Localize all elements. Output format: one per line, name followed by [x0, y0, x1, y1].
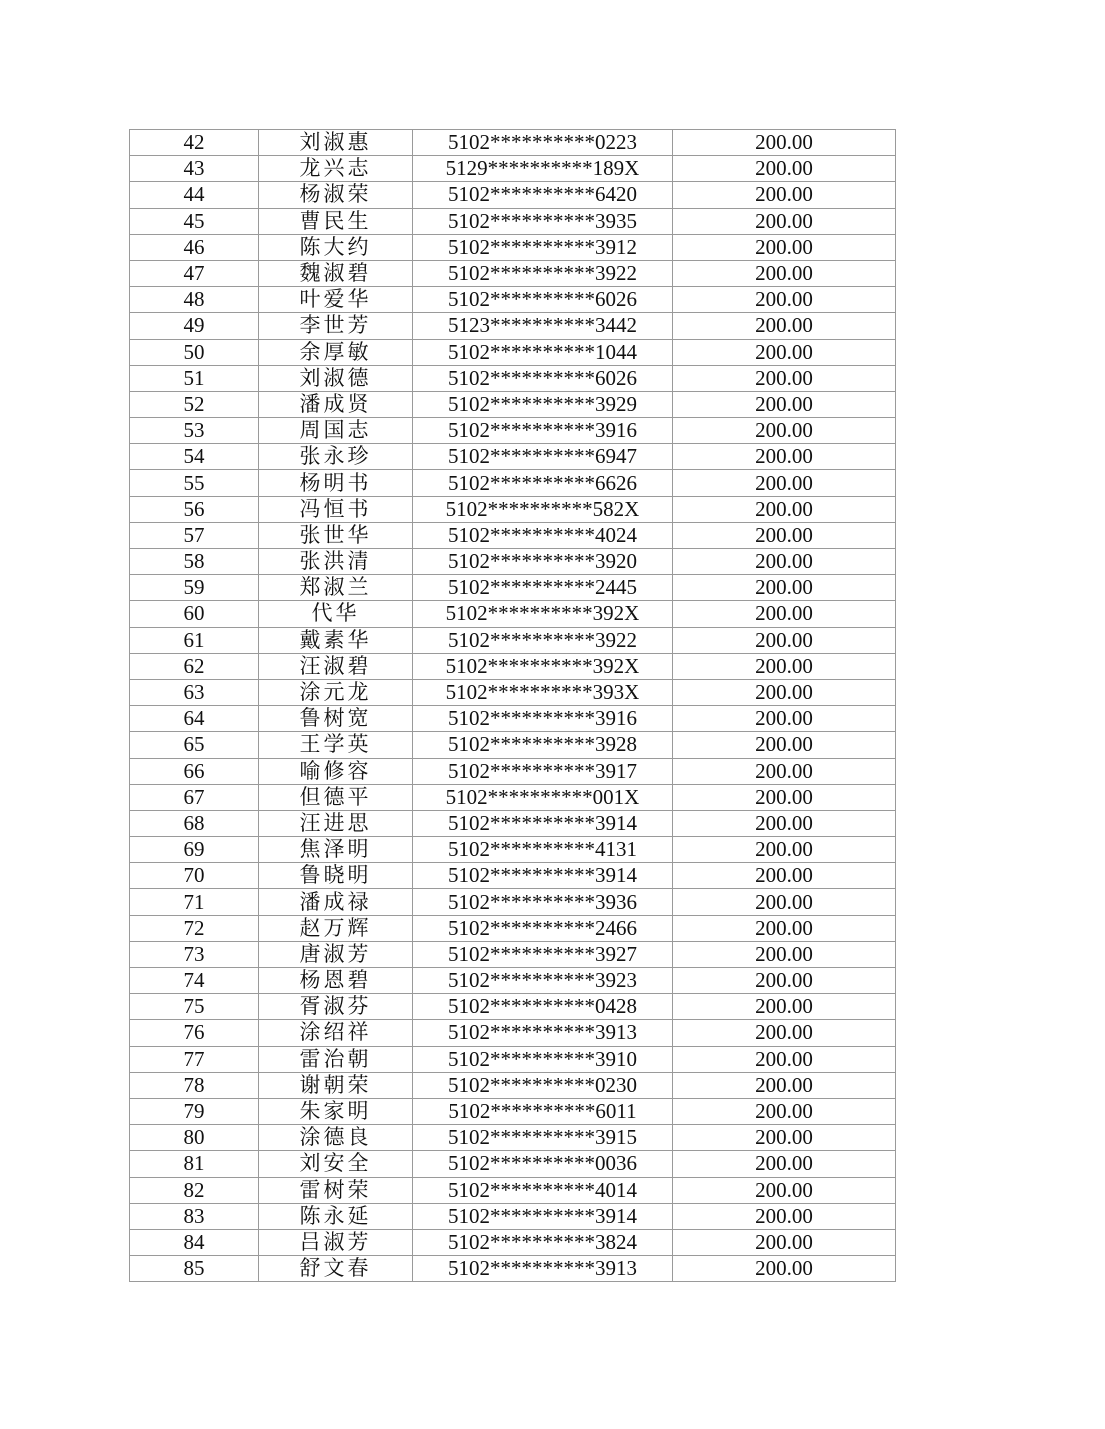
id-number-cell: 5102**********0036: [413, 1151, 673, 1177]
table-row: [130, 994, 896, 1020]
name-cell: 汪淑碧: [259, 653, 413, 679]
amount-cell: 200.00: [673, 365, 896, 391]
row-number-cell: 71: [130, 889, 259, 915]
amount-cell: 200.00: [673, 653, 896, 679]
table-row: [130, 837, 896, 863]
id-number-cell: 5102**********2466: [413, 915, 673, 941]
name-cell: 戴素华: [259, 627, 413, 653]
name-cell: 但德平: [259, 784, 413, 810]
name-cell: 唐淑芳: [259, 941, 413, 967]
table-row: [130, 549, 896, 575]
row-number-cell: 64: [130, 706, 259, 732]
amount-cell: 200.00: [673, 863, 896, 889]
name-cell: 刘淑惠: [259, 130, 413, 156]
row-number-cell: 65: [130, 732, 259, 758]
id-number-cell: 5102**********3923: [413, 968, 673, 994]
id-number-cell: 5102**********3913: [413, 1256, 673, 1282]
row-number-cell: 51: [130, 365, 259, 391]
amount-cell: 200.00: [673, 1177, 896, 1203]
table-row: [130, 732, 896, 758]
amount-cell: 200.00: [673, 418, 896, 444]
amount-cell: 200.00: [673, 679, 896, 705]
amount-cell: 200.00: [673, 784, 896, 810]
row-number-cell: 59: [130, 575, 259, 601]
table-row: [130, 889, 896, 915]
roster-table-body: [130, 130, 896, 1282]
name-cell: 胥淑芬: [259, 994, 413, 1020]
table-row: [130, 313, 896, 339]
id-number-cell: 5102**********3922: [413, 260, 673, 286]
name-cell: 代华: [259, 601, 413, 627]
amount-cell: 200.00: [673, 470, 896, 496]
amount-cell: 200.00: [673, 208, 896, 234]
table-row: [130, 1177, 896, 1203]
name-cell: 涂绍祥: [259, 1020, 413, 1046]
table-row: [130, 653, 896, 679]
table-row: [130, 156, 896, 182]
row-number-cell: 54: [130, 444, 259, 470]
row-number-cell: 75: [130, 994, 259, 1020]
amount-cell: 200.00: [673, 234, 896, 260]
id-number-cell: 5102**********3913: [413, 1020, 673, 1046]
row-number-cell: 70: [130, 863, 259, 889]
id-number-cell: 5102**********3928: [413, 732, 673, 758]
id-number-cell: 5102**********6420: [413, 182, 673, 208]
name-cell: 雷治朝: [259, 1046, 413, 1072]
name-cell: 杨明书: [259, 470, 413, 496]
amount-cell: 200.00: [673, 1020, 896, 1046]
row-number-cell: 66: [130, 758, 259, 784]
amount-cell: 200.00: [673, 732, 896, 758]
amount-cell: 200.00: [673, 1151, 896, 1177]
amount-cell: 200.00: [673, 915, 896, 941]
amount-cell: 200.00: [673, 1125, 896, 1151]
table-row: [130, 1151, 896, 1177]
table-row: [130, 130, 896, 156]
row-number-cell: 82: [130, 1177, 259, 1203]
row-number-cell: 43: [130, 156, 259, 182]
name-cell: 余厚敏: [259, 339, 413, 365]
table-row: [130, 1020, 896, 1046]
amount-cell: 200.00: [673, 313, 896, 339]
amount-cell: 200.00: [673, 889, 896, 915]
id-number-cell: 5123**********3442: [413, 313, 673, 339]
name-cell: 刘安全: [259, 1151, 413, 1177]
id-number-cell: 5102**********582X: [413, 496, 673, 522]
id-number-cell: 5102**********3824: [413, 1229, 673, 1255]
table-row: [130, 234, 896, 260]
amount-cell: 200.00: [673, 1256, 896, 1282]
name-cell: 雷树荣: [259, 1177, 413, 1203]
row-number-cell: 52: [130, 391, 259, 417]
amount-cell: 200.00: [673, 941, 896, 967]
row-number-cell: 68: [130, 810, 259, 836]
amount-cell: 200.00: [673, 260, 896, 286]
id-number-cell: 5102**********3936: [413, 889, 673, 915]
table-row: [130, 522, 896, 548]
id-number-cell: 5102**********3912: [413, 234, 673, 260]
table-row: [130, 339, 896, 365]
amount-cell: 200.00: [673, 522, 896, 548]
id-number-cell: 5102**********3920: [413, 549, 673, 575]
name-cell: 潘成贤: [259, 391, 413, 417]
id-number-cell: 5102**********393X: [413, 679, 673, 705]
amount-cell: 200.00: [673, 287, 896, 313]
row-number-cell: 47: [130, 260, 259, 286]
row-number-cell: 46: [130, 234, 259, 260]
id-number-cell: 5102**********3917: [413, 758, 673, 784]
name-cell: 周国志: [259, 418, 413, 444]
row-number-cell: 42: [130, 130, 259, 156]
name-cell: 张永珍: [259, 444, 413, 470]
id-number-cell: 5102**********3922: [413, 627, 673, 653]
table-row: [130, 444, 896, 470]
id-number-cell: 5102**********3914: [413, 863, 673, 889]
id-number-cell: 5102**********3914: [413, 1203, 673, 1229]
row-number-cell: 85: [130, 1256, 259, 1282]
amount-cell: 200.00: [673, 496, 896, 522]
name-cell: 朱家明: [259, 1098, 413, 1124]
table-row: [130, 968, 896, 994]
amount-cell: 200.00: [673, 706, 896, 732]
amount-cell: 200.00: [673, 994, 896, 1020]
table-row: [130, 1046, 896, 1072]
row-number-cell: 76: [130, 1020, 259, 1046]
amount-cell: 200.00: [673, 1046, 896, 1072]
id-number-cell: 5102**********1044: [413, 339, 673, 365]
row-number-cell: 84: [130, 1229, 259, 1255]
table-row: [130, 863, 896, 889]
id-number-cell: 5102**********392X: [413, 601, 673, 627]
row-number-cell: 57: [130, 522, 259, 548]
amount-cell: 200.00: [673, 182, 896, 208]
name-cell: 谢朝荣: [259, 1072, 413, 1098]
name-cell: 叶爱华: [259, 287, 413, 313]
table-row: [130, 1256, 896, 1282]
name-cell: 魏淑碧: [259, 260, 413, 286]
table-row: [130, 1072, 896, 1098]
name-cell: 舒文春: [259, 1256, 413, 1282]
row-number-cell: 50: [130, 339, 259, 365]
row-number-cell: 77: [130, 1046, 259, 1072]
id-number-cell: 5102**********3916: [413, 418, 673, 444]
amount-cell: 200.00: [673, 1203, 896, 1229]
name-cell: 龙兴志: [259, 156, 413, 182]
amount-cell: 200.00: [673, 810, 896, 836]
amount-cell: 200.00: [673, 968, 896, 994]
id-number-cell: 5102**********3935: [413, 208, 673, 234]
name-cell: 潘成禄: [259, 889, 413, 915]
table-row: [130, 182, 896, 208]
row-number-cell: 81: [130, 1151, 259, 1177]
table-row: [130, 758, 896, 784]
id-number-cell: 5102**********6947: [413, 444, 673, 470]
table-row: [130, 915, 896, 941]
table-row: [130, 208, 896, 234]
id-number-cell: 5102**********3929: [413, 391, 673, 417]
table-row: [130, 1098, 896, 1124]
row-number-cell: 67: [130, 784, 259, 810]
row-number-cell: 56: [130, 496, 259, 522]
amount-cell: 200.00: [673, 391, 896, 417]
id-number-cell: 5102**********001X: [413, 784, 673, 810]
table-row: [130, 810, 896, 836]
table-row: [130, 470, 896, 496]
row-number-cell: 55: [130, 470, 259, 496]
table-row: [130, 1203, 896, 1229]
name-cell: 郑淑兰: [259, 575, 413, 601]
row-number-cell: 53: [130, 418, 259, 444]
row-number-cell: 72: [130, 915, 259, 941]
id-number-cell: 5102**********0230: [413, 1072, 673, 1098]
row-number-cell: 48: [130, 287, 259, 313]
row-number-cell: 74: [130, 968, 259, 994]
id-number-cell: 5102**********6026: [413, 287, 673, 313]
name-cell: 赵万辉: [259, 915, 413, 941]
row-number-cell: 62: [130, 653, 259, 679]
table-row: [130, 941, 896, 967]
table-row: [130, 260, 896, 286]
id-number-cell: 5129**********189X: [413, 156, 673, 182]
row-number-cell: 79: [130, 1098, 259, 1124]
row-number-cell: 61: [130, 627, 259, 653]
amount-cell: 200.00: [673, 575, 896, 601]
roster-table: [129, 129, 896, 1282]
id-number-cell: 5102**********6011: [413, 1098, 673, 1124]
amount-cell: 200.00: [673, 130, 896, 156]
name-cell: 涂德良: [259, 1125, 413, 1151]
name-cell: 吕淑芳: [259, 1229, 413, 1255]
name-cell: 涂元龙: [259, 679, 413, 705]
table-row: [130, 496, 896, 522]
row-number-cell: 63: [130, 679, 259, 705]
id-number-cell: 5102**********4024: [413, 522, 673, 548]
name-cell: 刘淑德: [259, 365, 413, 391]
row-number-cell: 78: [130, 1072, 259, 1098]
row-number-cell: 58: [130, 549, 259, 575]
name-cell: 李世芳: [259, 313, 413, 339]
amount-cell: 200.00: [673, 758, 896, 784]
id-number-cell: 5102**********4131: [413, 837, 673, 863]
table-row: [130, 1125, 896, 1151]
table-row: [130, 784, 896, 810]
row-number-cell: 49: [130, 313, 259, 339]
name-cell: 王学英: [259, 732, 413, 758]
table-row: [130, 365, 896, 391]
row-number-cell: 44: [130, 182, 259, 208]
table-row: [130, 679, 896, 705]
table-row: [130, 575, 896, 601]
table-row: [130, 287, 896, 313]
table-row: [130, 1229, 896, 1255]
table-row: [130, 627, 896, 653]
amount-cell: 200.00: [673, 444, 896, 470]
table-row: [130, 418, 896, 444]
amount-cell: 200.00: [673, 1229, 896, 1255]
name-cell: 杨淑荣: [259, 182, 413, 208]
row-number-cell: 73: [130, 941, 259, 967]
id-number-cell: 5102**********3915: [413, 1125, 673, 1151]
id-number-cell: 5102**********6026: [413, 365, 673, 391]
id-number-cell: 5102**********4014: [413, 1177, 673, 1203]
table-row: [130, 706, 896, 732]
name-cell: 陈大约: [259, 234, 413, 260]
amount-cell: 200.00: [673, 601, 896, 627]
row-number-cell: 45: [130, 208, 259, 234]
name-cell: 鲁晓明: [259, 863, 413, 889]
amount-cell: 200.00: [673, 837, 896, 863]
row-number-cell: 80: [130, 1125, 259, 1151]
row-number-cell: 83: [130, 1203, 259, 1229]
name-cell: 张世华: [259, 522, 413, 548]
amount-cell: 200.00: [673, 627, 896, 653]
id-number-cell: 5102**********3910: [413, 1046, 673, 1072]
id-number-cell: 5102**********2445: [413, 575, 673, 601]
name-cell: 曹民生: [259, 208, 413, 234]
id-number-cell: 5102**********6626: [413, 470, 673, 496]
amount-cell: 200.00: [673, 339, 896, 365]
id-number-cell: 5102**********3916: [413, 706, 673, 732]
id-number-cell: 5102**********3914: [413, 810, 673, 836]
name-cell: 喻修容: [259, 758, 413, 784]
amount-cell: 200.00: [673, 1072, 896, 1098]
id-number-cell: 5102**********0428: [413, 994, 673, 1020]
amount-cell: 200.00: [673, 156, 896, 182]
row-number-cell: 60: [130, 601, 259, 627]
row-number-cell: 69: [130, 837, 259, 863]
name-cell: 鲁树宽: [259, 706, 413, 732]
name-cell: 陈永延: [259, 1203, 413, 1229]
id-number-cell: 5102**********392X: [413, 653, 673, 679]
amount-cell: 200.00: [673, 1098, 896, 1124]
id-number-cell: 5102**********3927: [413, 941, 673, 967]
amount-cell: 200.00: [673, 549, 896, 575]
name-cell: 张洪清: [259, 549, 413, 575]
name-cell: 杨恩碧: [259, 968, 413, 994]
table-row: [130, 391, 896, 417]
table-row: [130, 601, 896, 627]
name-cell: 焦泽明: [259, 837, 413, 863]
name-cell: 冯恒书: [259, 496, 413, 522]
name-cell: 汪进思: [259, 810, 413, 836]
id-number-cell: 5102**********0223: [413, 130, 673, 156]
